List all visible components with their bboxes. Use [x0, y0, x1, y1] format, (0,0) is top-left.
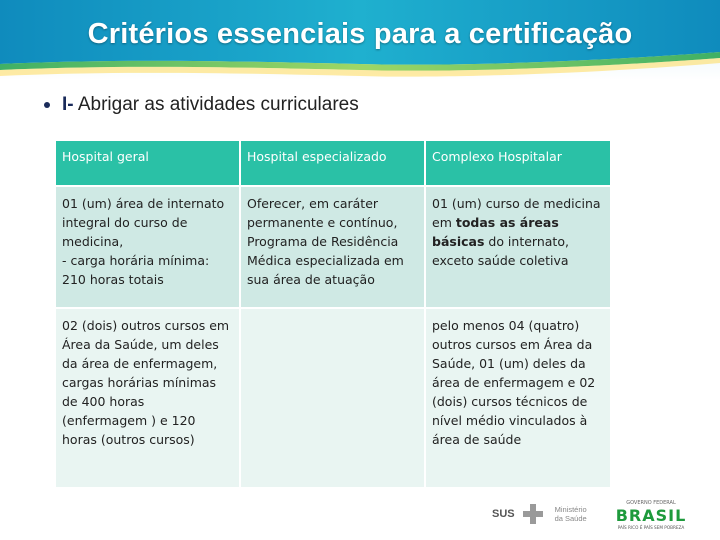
footer-logos — [492, 494, 697, 534]
cell-geral-row2: 02 (dois) outros cursos em Área da Saúde, um deles da área de enfermagem, cargas horárias mínimas de 400 horas (enfermagem ) e 120 horas (outros cursos) — [55, 308, 240, 488]
title-band — [0, 0, 720, 80]
slide-title: Critérios essenciais para a certificação — [87, 18, 633, 50]
bullet-roman-numeral: I- — [62, 94, 74, 115]
health-cross-icon — [523, 504, 543, 524]
sus-logo-text: SUS — [492, 508, 515, 520]
criteria-table — [54, 139, 612, 489]
cell-geral-row1 — [55, 186, 240, 308]
cell-text: 01 (um) curso de medicina em — [432, 196, 601, 230]
brasil-tagline-text: PAÍS RICO É PAÍS SEM POBREZA — [617, 525, 684, 530]
table-header-row — [55, 140, 611, 186]
cell-text: do internato, exceto saúde coletiva — [432, 234, 569, 268]
cell-complexo-row1 — [425, 186, 611, 308]
brasil-government-logo — [605, 497, 697, 531]
header-hospital-especializado: Hospital especializado — [240, 140, 425, 186]
cell-text: 01 (um) área de internato integral do curso de medicina, — [62, 196, 225, 249]
table-row — [55, 186, 611, 308]
header-hospital-geral: Hospital geral — [55, 140, 240, 186]
bullet-dot-icon — [44, 102, 50, 108]
bullet-item — [44, 94, 359, 116]
bullet-text: Abrigar as atividades curriculares — [77, 94, 359, 115]
cell-especializado-row1: Oferecer, em caráter permanente e contínuo, Programa de Residência Médica especializada em sua área de atuação — [240, 186, 425, 308]
brasil-top-text: GOVERNO FEDERAL — [625, 500, 676, 506]
ministerio-saude-text: Ministério da Saúde — [554, 505, 587, 523]
header-complexo-hospitalar: Complexo Hospitalar — [425, 140, 611, 186]
cell-complexo-row2: pelo menos 04 (quatro) outros cursos em Área da Saúde, 01 (um) deles da área de enfermagem e 02 (dois) cursos técnicos de nível médio vinculados à área de saúde — [425, 308, 611, 488]
cell-text-bold: todas as áreas básicas — [432, 215, 559, 249]
table-row — [55, 308, 611, 488]
cell-especializado-row2 — [240, 308, 425, 488]
brasil-logo-text: BRASIL — [615, 506, 686, 525]
cell-text: - carga horária mínima: 210 horas totais — [62, 253, 210, 287]
